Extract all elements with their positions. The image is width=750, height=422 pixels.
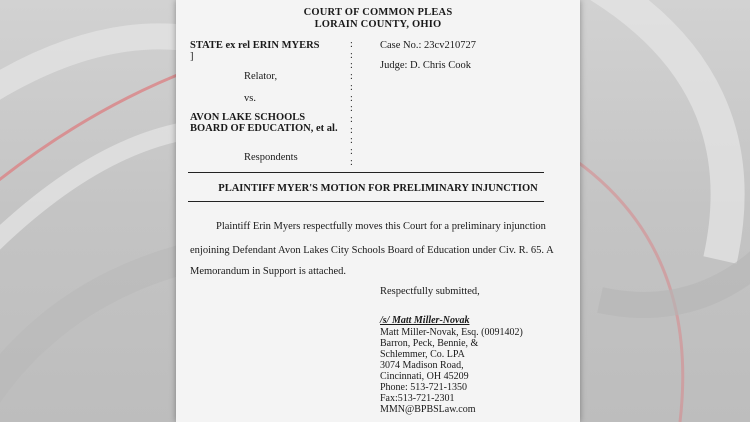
judge-name: Judge: D. Chris Cook (380, 60, 472, 71)
signature-name: /s/ Matt Miller-Novak (380, 315, 470, 326)
court-county: LORAIN COUNTY, OHIO (314, 19, 442, 30)
signature-email: MMN@BPBSLaw.com (380, 404, 476, 415)
versus-label: vs. (244, 93, 256, 104)
colon: : (350, 39, 353, 50)
relator-name: STATE ex rel ERIN MYERS (190, 40, 320, 51)
relator-label: Relator, (244, 71, 278, 82)
court-name: COURT OF COMMON PLEAS (303, 7, 453, 18)
colon: : (350, 92, 353, 104)
colon: : (350, 156, 353, 168)
motion-body-line3: Memorandum in Support is attached. (190, 266, 347, 277)
document-page (176, 0, 580, 422)
respondent-label: Respondents (244, 152, 298, 163)
divider-top (188, 172, 544, 173)
motion-body-line1: Plaintiff Erin Myers respectfully moves this Court for a preliminary injunction (216, 221, 546, 232)
caption-colon-column (350, 40, 360, 168)
signature-line: Cincinnati, OH 45209 (380, 371, 469, 382)
colon: : (350, 49, 353, 61)
case-number: Case No.: 23cv210727 (380, 40, 476, 51)
divider-bottom (188, 201, 544, 202)
signature-line: Matt Miller-Novak, Esq. (0091402) (380, 327, 523, 338)
relator-bracket: ] (190, 51, 194, 62)
signature-line: Fax:513-721-2301 (380, 393, 455, 404)
colon: : (350, 113, 353, 125)
respondent-name-line1: AVON LAKE SCHOOLS (190, 112, 306, 123)
signature-line: Phone: 513-721-1350 (380, 382, 467, 393)
signature-line: Schlemmer, Co. LPA (380, 349, 465, 360)
colon: : (350, 81, 353, 93)
colon: : (350, 60, 353, 72)
colon: : (350, 135, 353, 147)
colon: : (350, 71, 353, 83)
signature-line: 3074 Madison Road, (380, 360, 464, 371)
respondent-name-line2: BOARD OF EDUCATION, et al. (190, 123, 338, 134)
colon: : (350, 103, 353, 115)
signature-block (380, 327, 523, 415)
colon: : (350, 124, 353, 136)
motion-body-line2: enjoining Defendant Avon Lakes City Schools Board of Education under Civ. R. 65. A (190, 245, 554, 256)
closing-text: Respectfully submitted, (380, 286, 480, 297)
motion-title: PLAINTIFF MYER'S MOTION FOR PRELIMINARY INJUNCTION (218, 183, 538, 194)
signature-line: Barron, Peck, Bennie, & (380, 338, 479, 349)
colon: : (350, 146, 353, 158)
